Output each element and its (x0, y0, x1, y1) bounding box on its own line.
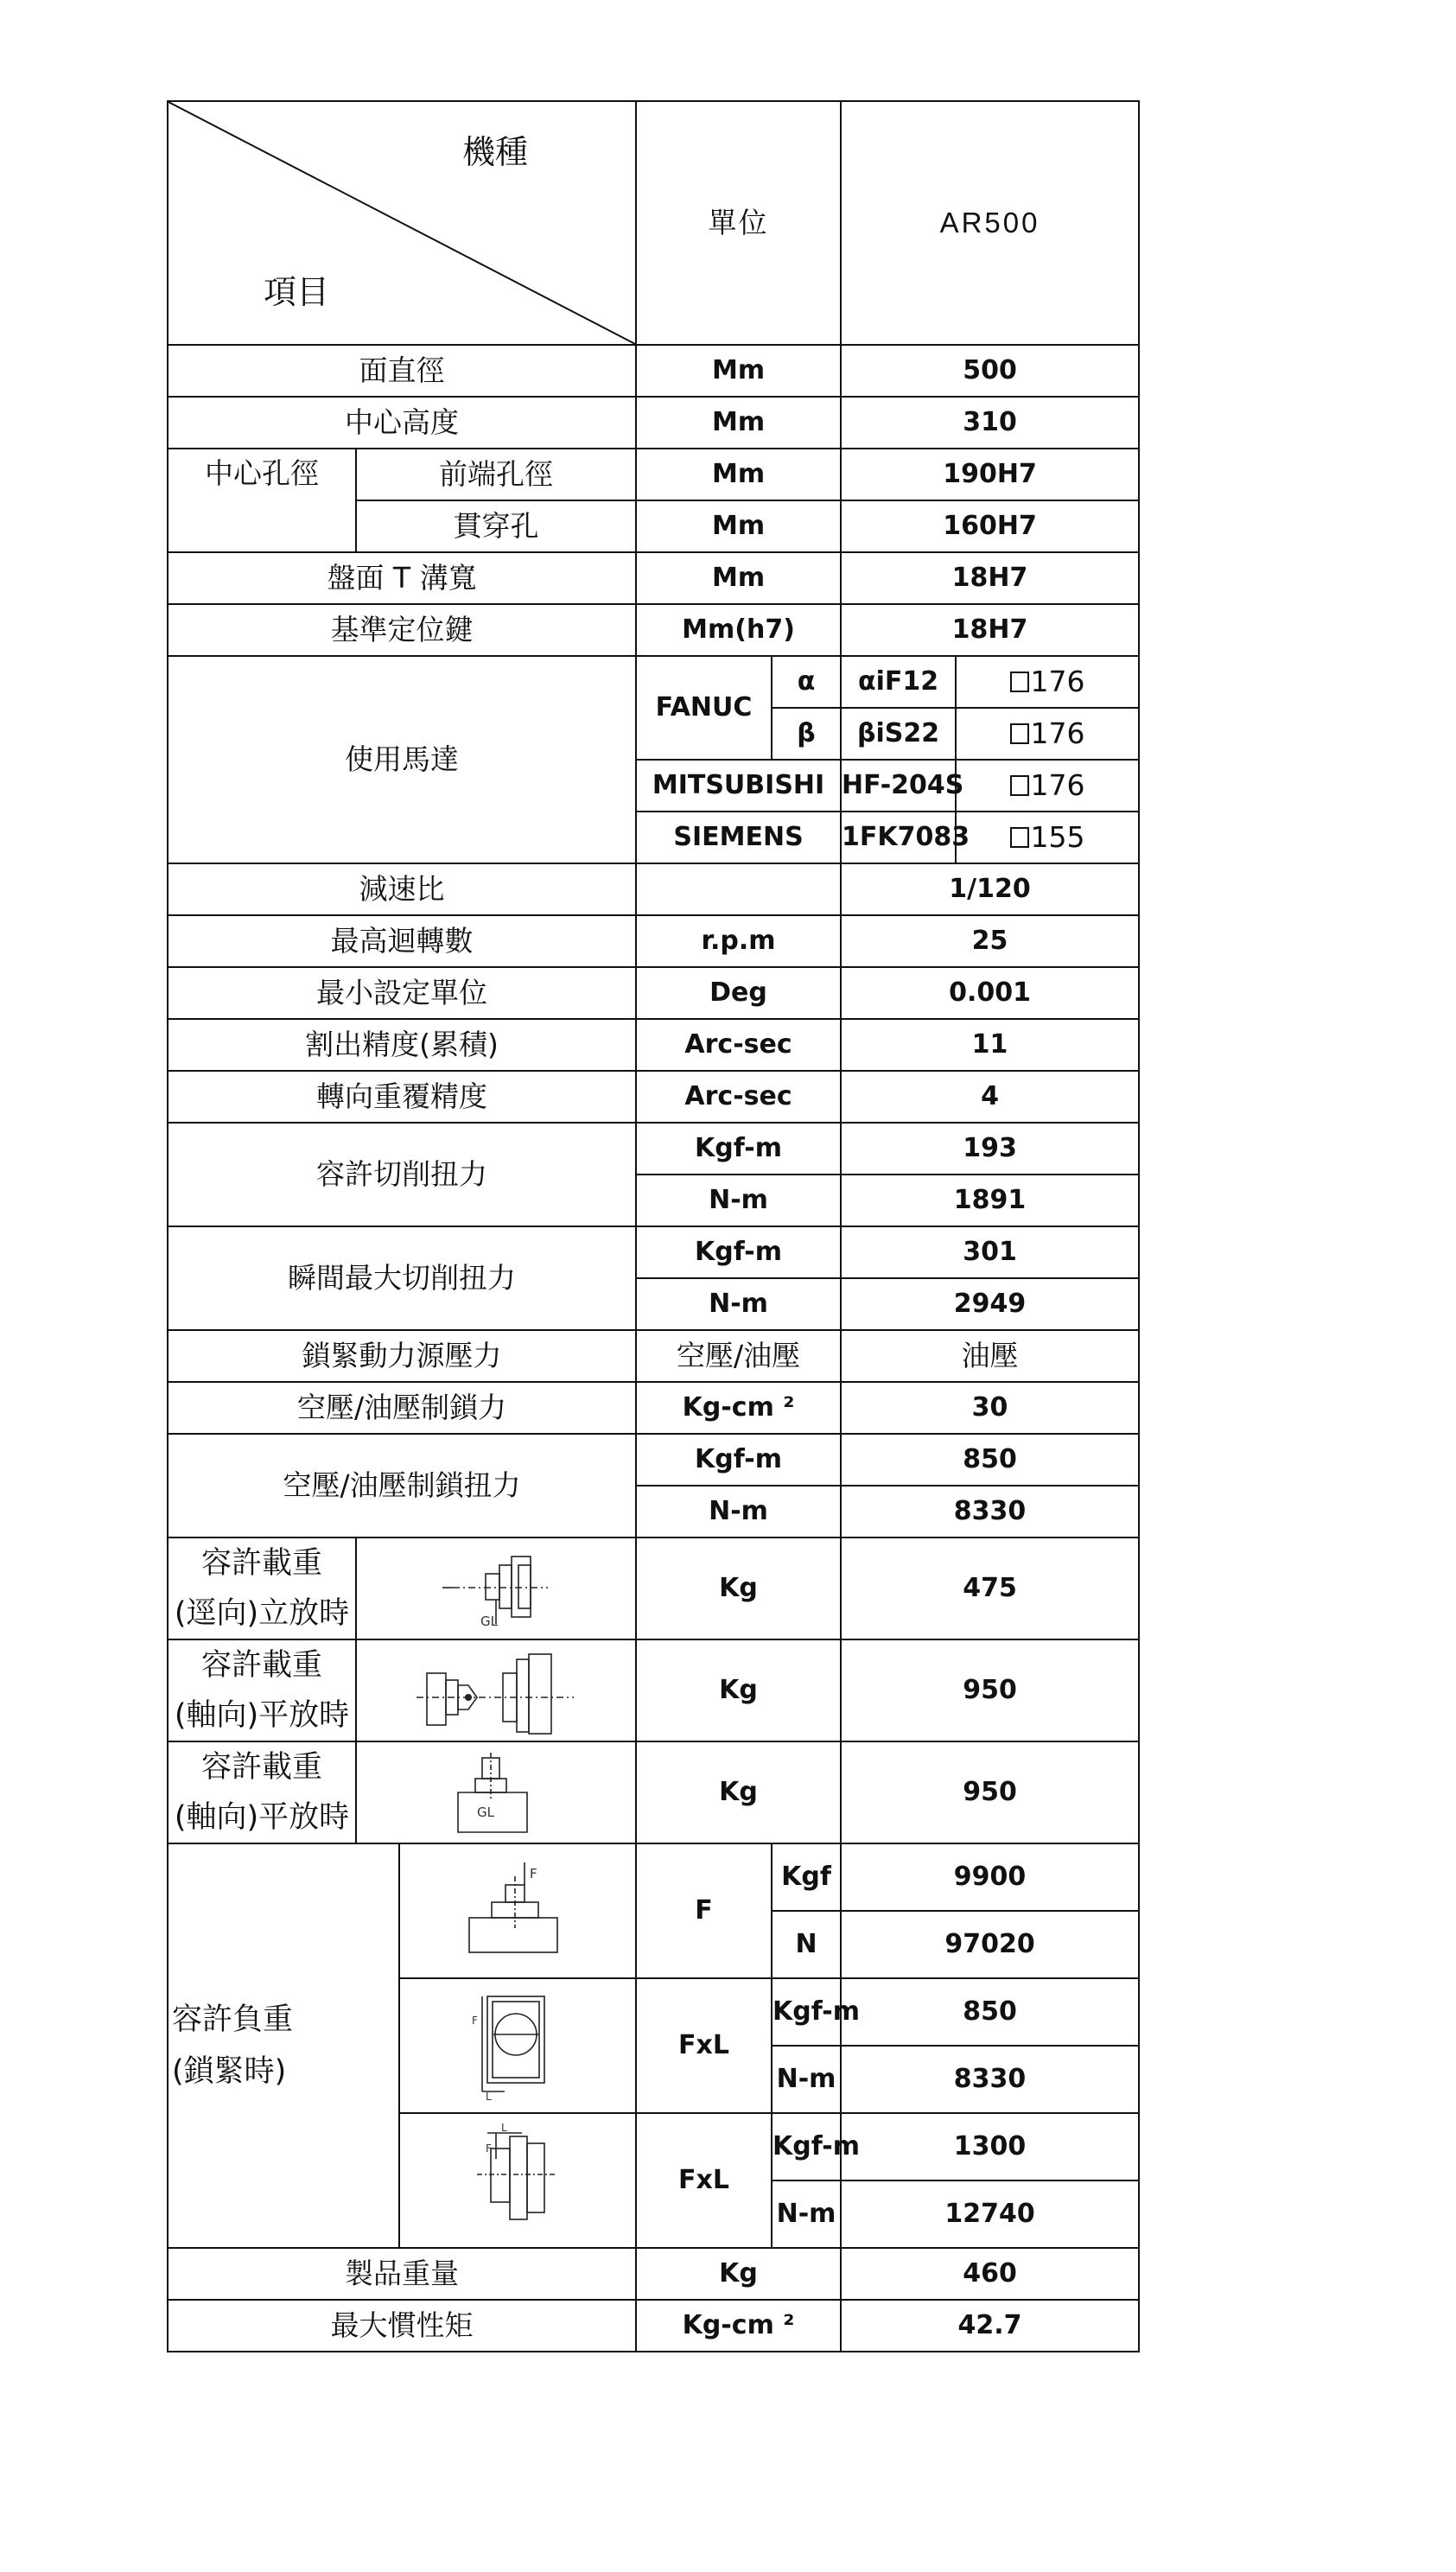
row-unit: Kgf-m (772, 2113, 841, 2180)
row-label: 盤面 T 溝寬 (168, 552, 636, 604)
row-value: 160H7 (841, 500, 1139, 552)
row-value: 11 (841, 1019, 1139, 1071)
table-row (168, 449, 1139, 500)
spec-table (167, 100, 1140, 2352)
table-row (168, 2248, 1139, 2300)
row-unit: Kgf-m (772, 1978, 841, 2046)
row-value: 0.001 (841, 967, 1139, 1019)
row-label: 空壓/油壓制鎖扭力 (168, 1434, 636, 1537)
row-value: 42.7 (841, 2300, 1139, 2352)
square-icon (1010, 723, 1029, 744)
row-value: 1891 (841, 1175, 1139, 1226)
row-label-line1: 容許載重 (200, 1546, 322, 1581)
row-unit: Kg (636, 1741, 841, 1843)
table-row (168, 1741, 1139, 1843)
row-label-line2: (軸向)平放時 (174, 1800, 350, 1835)
row-value: 1300 (841, 2113, 1139, 2180)
row-unit: Kgf-m (636, 1123, 841, 1175)
table-row (168, 1071, 1139, 1123)
motor-series: α (772, 656, 841, 708)
row-value: 950 (841, 1741, 1139, 1843)
table-row (168, 552, 1139, 604)
row-value: 460 (841, 2248, 1139, 2300)
row-label (168, 1843, 399, 2248)
row-label: 割出精度(累積) (168, 1019, 636, 1071)
table-row (168, 1382, 1139, 1434)
row-label-line1: 容許載重 (200, 1750, 322, 1785)
row-label-line2: (鎖緊時) (172, 2054, 287, 2089)
row-value: 850 (841, 1434, 1139, 1486)
row-value: 4 (841, 1071, 1139, 1123)
motor-size-value: 176 (1030, 716, 1085, 751)
table-row (168, 1843, 1139, 1911)
table-row (168, 1537, 1139, 1639)
header-diagonal-cell (168, 101, 636, 345)
row-unit: Deg (636, 967, 841, 1019)
axial-load-figure-icon (356, 1639, 636, 1741)
row-unit: Mm(h7) (636, 604, 841, 656)
row-label: 最小設定單位 (168, 967, 636, 1019)
motor-brand: MITSUBISHI (636, 760, 841, 812)
radial-load-figure-icon (356, 1537, 636, 1639)
motor-model: βiS22 (841, 708, 956, 760)
row-value: 8330 (841, 2046, 1139, 2113)
table-row (168, 1434, 1139, 1486)
load-symbol: FxL (636, 1978, 772, 2113)
motor-brand: SIEMENS (636, 812, 841, 863)
motor-size-value: 155 (1030, 820, 1085, 855)
row-value: 30 (841, 1382, 1139, 1434)
row-label: 基準定位鍵 (168, 604, 636, 656)
table-row (168, 397, 1139, 449)
motor-size-value: 176 (1030, 665, 1085, 699)
row-unit: Mm (636, 500, 841, 552)
square-icon (1010, 775, 1029, 796)
row-unit (636, 863, 841, 915)
row-unit: Arc-sec (636, 1071, 841, 1123)
row-label-line2: (逕向)立放時 (174, 1596, 350, 1631)
row-value: 1/120 (841, 863, 1139, 915)
axial-vertical-figure-icon (356, 1741, 636, 1843)
row-sublabel: 貫穿孔 (356, 500, 636, 552)
row-value: 18H7 (841, 552, 1139, 604)
row-unit: N (772, 1911, 841, 1978)
row-label-line1: 容許載重 (200, 1648, 322, 1683)
table-row (168, 1330, 1139, 1382)
row-label-line1: 容許負重 (172, 2002, 294, 2037)
row-value: 500 (841, 345, 1139, 397)
table-row (168, 1639, 1139, 1741)
motor-series: β (772, 708, 841, 760)
table-row (168, 1123, 1139, 1175)
motor-size (956, 760, 1139, 812)
figure-label-l: L (486, 2091, 492, 2103)
row-value: 25 (841, 915, 1139, 967)
row-unit: N-m (636, 1175, 841, 1226)
row-value: 12740 (841, 2180, 1139, 2248)
unit-header: 單位 (636, 101, 841, 345)
row-unit: N-m (636, 1486, 841, 1537)
row-unit: N-m (772, 2046, 841, 2113)
row-value: 475 (841, 1537, 1139, 1639)
row-value: 18H7 (841, 604, 1139, 656)
model-header: AR500 (841, 101, 1139, 345)
row-label (168, 1639, 356, 1741)
motor-brand: FANUC (636, 656, 772, 760)
figure-label-f: F (486, 2142, 492, 2155)
row-unit: N-m (772, 2180, 841, 2248)
square-icon (1010, 672, 1029, 692)
motor-model: HF-204S (841, 760, 956, 812)
load-symbol: F (636, 1843, 772, 1978)
machine-label: 機種 (462, 133, 529, 171)
motor-size (956, 812, 1139, 863)
row-unit: N-m (636, 1278, 841, 1330)
moment-fxl-offset-figure-icon (399, 2113, 636, 2248)
row-label (168, 1741, 356, 1843)
row-label-line2: (軸向)平放時 (174, 1698, 350, 1733)
row-unit: 空壓/油壓 (636, 1330, 841, 1382)
row-value: 950 (841, 1639, 1139, 1741)
row-label: 使用馬達 (168, 656, 636, 863)
row-value: 2949 (841, 1278, 1139, 1330)
row-label: 鎖緊動力源壓力 (168, 1330, 636, 1382)
table-row (168, 1019, 1139, 1071)
table-row (168, 863, 1139, 915)
moment-fxl-figure-icon (399, 1978, 636, 2113)
row-unit: Mm (636, 397, 841, 449)
row-unit: Arc-sec (636, 1019, 841, 1071)
row-value: 310 (841, 397, 1139, 449)
header-row (168, 101, 1139, 345)
motor-size (956, 708, 1139, 760)
item-label: 項目 (264, 273, 330, 311)
table-row (168, 967, 1139, 1019)
row-label: 空壓/油壓制鎖力 (168, 1382, 636, 1434)
row-value: 9900 (841, 1843, 1139, 1911)
row-unit: Kgf (772, 1843, 841, 1911)
row-label: 瞬間最大切削扭力 (168, 1226, 636, 1330)
figure-label-gl: GL (477, 1805, 494, 1820)
table-row (168, 2300, 1139, 2352)
row-label: 最高迴轉數 (168, 915, 636, 967)
row-sublabel: 前端孔徑 (356, 449, 636, 500)
row-value: 油壓 (841, 1330, 1139, 1382)
row-label: 最大慣性矩 (168, 2300, 636, 2352)
row-value: 193 (841, 1123, 1139, 1175)
row-label: 轉向重覆精度 (168, 1071, 636, 1123)
table-row (168, 1226, 1139, 1278)
square-icon (1010, 827, 1029, 848)
row-value: 850 (841, 1978, 1139, 2046)
row-label: 面直徑 (168, 345, 636, 397)
table-row (168, 345, 1139, 397)
row-unit: Kgf-m (636, 1434, 841, 1486)
row-value: 301 (841, 1226, 1139, 1278)
motor-size (956, 656, 1139, 708)
row-label: 容許切削扭力 (168, 1123, 636, 1226)
figure-label-f: F (472, 2015, 478, 2027)
row-label: 減速比 (168, 863, 636, 915)
motor-model: αiF12 (841, 656, 956, 708)
row-value: 8330 (841, 1486, 1139, 1537)
row-value: 190H7 (841, 449, 1139, 500)
motor-size-value: 176 (1030, 768, 1085, 803)
row-value: 97020 (841, 1911, 1139, 1978)
table-row (168, 604, 1139, 656)
row-label: 製品重量 (168, 2248, 636, 2300)
force-f-figure-icon (399, 1843, 636, 1978)
row-unit: Kg (636, 1537, 841, 1639)
row-label: 中心高度 (168, 397, 636, 449)
row-label: 中心孔徑 (168, 449, 356, 552)
row-unit: Mm (636, 449, 841, 500)
diagonal-line (168, 102, 635, 344)
row-unit: Kg (636, 2248, 841, 2300)
row-unit: r.p.m (636, 915, 841, 967)
load-symbol: FxL (636, 2113, 772, 2248)
row-unit: Kg-cm ² (636, 1382, 841, 1434)
figure-label-l: L (501, 2122, 507, 2134)
figure-label-f: F (530, 1866, 537, 1881)
row-unit: Mm (636, 552, 841, 604)
row-unit: Kgf-m (636, 1226, 841, 1278)
motor-model: 1FK7083 (841, 812, 956, 863)
row-unit: Mm (636, 345, 841, 397)
figure-label-gl: GL (480, 1614, 498, 1629)
table-row (168, 915, 1139, 967)
row-unit: Kg (636, 1639, 841, 1741)
row-label (168, 1537, 356, 1639)
table-row (168, 656, 1139, 708)
row-unit: Kg-cm ² (636, 2300, 841, 2352)
